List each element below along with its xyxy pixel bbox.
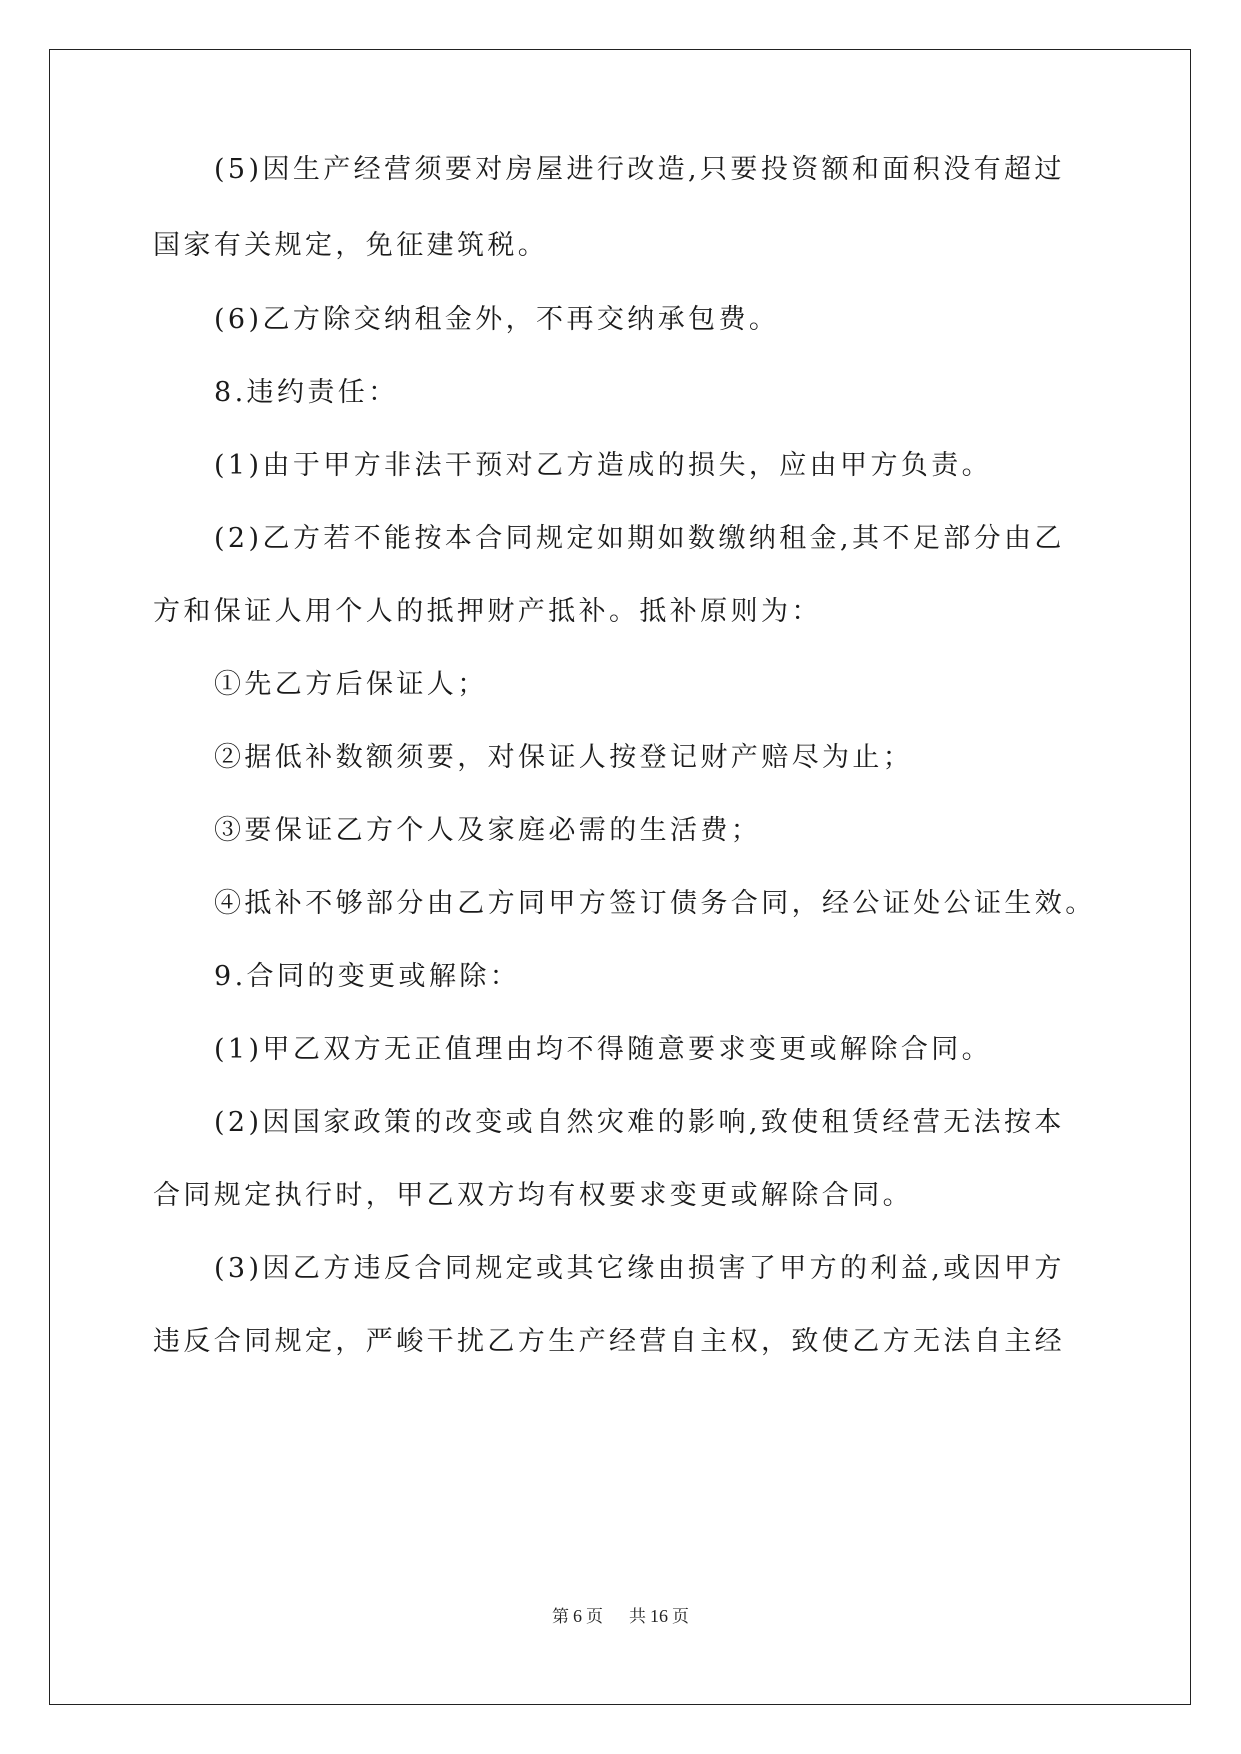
list-item: ④抵补不够部分由乙方同甲方签订债务合同，经公证处公证生效。	[214, 888, 1096, 919]
section-heading: 8.违约责任：	[214, 377, 399, 408]
section-heading: 9.合同的变更或解除：	[214, 961, 521, 992]
list-item: ③要保证乙方个人及家庭必需的生活费；	[214, 815, 762, 846]
paragraph-line: (1)由于甲方非法干预对乙方造成的损失，应由甲方负责。	[214, 450, 993, 481]
paragraph-line: (2)乙方若不能按本合同规定如期如数缴纳租金,其不足部分由乙	[214, 523, 1065, 554]
paragraph-line: (2)因国家政策的改变或自然灾难的影响,致使租赁经营无法按本	[214, 1107, 1065, 1138]
paragraph-line: (3)因乙方违反合同规定或其它缘由损害了甲方的利益,或因甲方	[214, 1253, 1065, 1284]
paragraph-line: (5)因生产经营须要对房屋进行改造,只要投资额和面积没有超过	[214, 154, 1065, 185]
page-border	[49, 49, 1191, 1705]
paragraph-line: (1)甲乙双方无正值理由均不得随意要求变更或解除合同。	[214, 1034, 993, 1065]
paragraph-line: 合同规定执行时，甲乙双方均有权要求变更或解除合同。	[153, 1180, 913, 1211]
total-unit: 页	[672, 1607, 689, 1627]
paragraph-line: 国家有关规定，免征建筑税。	[153, 230, 549, 261]
page-footer	[0, 1602, 1241, 1627]
total-prefix: 共	[629, 1607, 646, 1627]
list-item: ②据低补数额须要，对保证人按登记财产赔尽为止；	[214, 742, 914, 773]
page-prefix: 第	[552, 1607, 569, 1627]
total-pages: 16	[650, 1606, 668, 1626]
list-item: ①先乙方后保证人；	[214, 669, 488, 700]
paragraph-line: 违反合同规定，严峻干扰乙方生产经营自主权，致使乙方无法自主经	[153, 1326, 1065, 1357]
paragraph-line: (6)乙方除交纳租金外，不再交纳承包费。	[214, 304, 780, 335]
page-unit: 页	[586, 1607, 603, 1627]
page-number: 6	[573, 1606, 582, 1626]
paragraph-line: 方和保证人用个人的抵押财产抵补。抵补原则为：	[153, 596, 822, 627]
